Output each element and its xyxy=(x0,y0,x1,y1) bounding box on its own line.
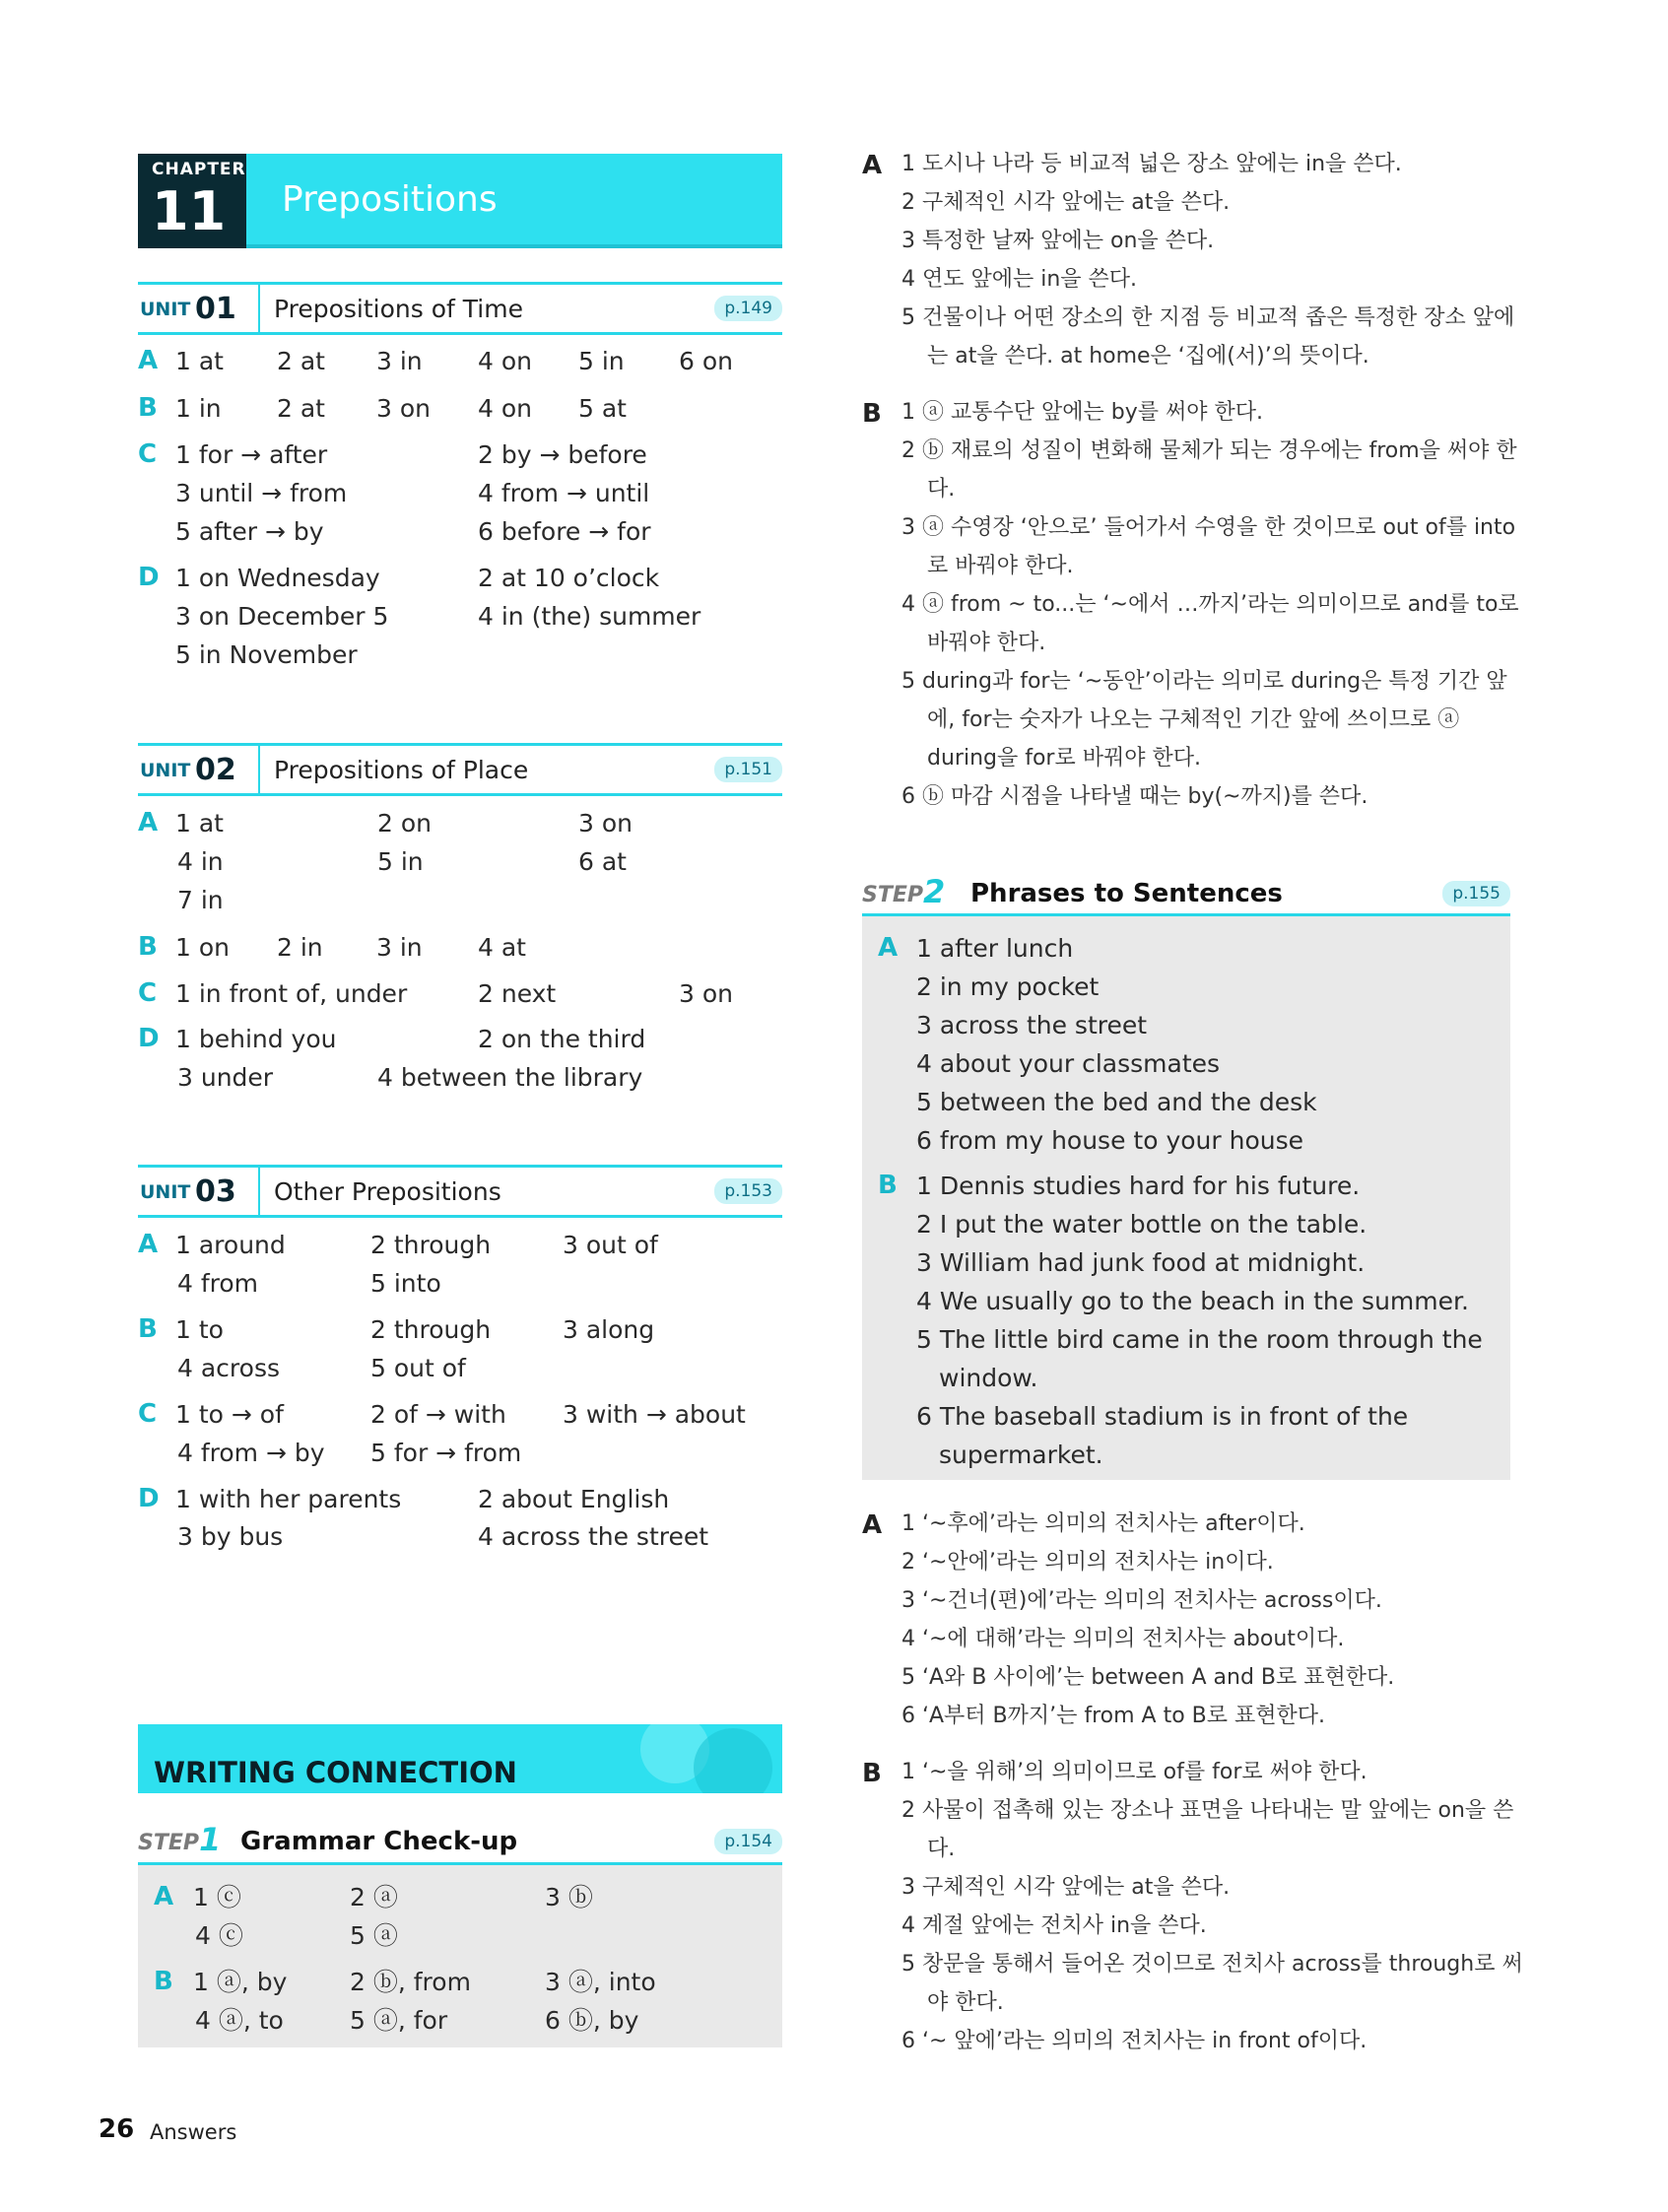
answer: 1 in front of, under xyxy=(175,979,408,1008)
chapter-number: 11 xyxy=(152,180,227,242)
answer: 5 into xyxy=(370,1269,441,1298)
answer: 3 William had junk food at midnight. xyxy=(916,1248,1366,1277)
answer: 1 behind you xyxy=(175,1025,337,1053)
explanation-line: 야 한다. xyxy=(927,1990,1004,2015)
answer: 2 at xyxy=(277,394,325,423)
section-label-a: A xyxy=(138,346,159,375)
answer: 4 We usually go to the beach in the summer. xyxy=(916,1287,1469,1315)
explanation-line: 5 ‘A와 B 사이에’는 between A and B로 표현한다. xyxy=(901,1665,1395,1690)
answer: 2 in xyxy=(277,933,323,962)
step-number: 2 xyxy=(923,873,946,910)
explanation-line: 로 바꿔야 한다. xyxy=(927,554,1074,578)
explanation-line: 2 사물이 접촉해 있는 장소나 표면을 나타내는 말 앞에는 on을 쓴 xyxy=(901,1798,1514,1823)
section-label-b: B xyxy=(862,1759,882,1788)
section-label-b: B xyxy=(154,1967,173,1996)
chapter-header xyxy=(138,154,782,248)
step1-header xyxy=(138,1821,782,1860)
answer: 2 by → before xyxy=(478,440,647,469)
step2-header xyxy=(862,873,1510,912)
answer: 5 after → by xyxy=(175,517,324,546)
answer: 1 ⓐ, by xyxy=(193,1968,288,1996)
answer: 1 to xyxy=(175,1315,224,1344)
explanation-line: 3 구체적인 시각 앞에는 at을 쓴다. xyxy=(901,1875,1231,1900)
answer: 5 The little bird came in the room through the xyxy=(916,1325,1483,1354)
unit-title: Prepositions of Place xyxy=(274,756,529,784)
section-label-a: A xyxy=(154,1882,174,1911)
explanation-line: 6 ⓑ 마감 시점을 나타낼 때는 by(~까지)를 쓴다. xyxy=(901,784,1368,809)
unit-02-header xyxy=(138,743,782,796)
unit-03-header xyxy=(138,1165,782,1218)
answer: 2 on the third xyxy=(478,1025,646,1053)
section-label-b: B xyxy=(138,393,158,423)
decorative-circle xyxy=(694,1728,772,1793)
answer: 3 ⓑ xyxy=(545,1883,593,1911)
answer: 2 through xyxy=(370,1315,492,1344)
answer: 1 with her parents xyxy=(175,1485,402,1513)
section-label-b: B xyxy=(138,1314,158,1344)
answer: 1 in xyxy=(175,394,222,423)
explanation-line: 6 ‘A부터 B까지’는 from A to B로 표현한다. xyxy=(901,1704,1326,1728)
answer: 5 ⓐ xyxy=(350,1921,398,1950)
explanation-line: 5 창문을 통해서 들어온 것이므로 전치사 across를 through로 써 xyxy=(901,1952,1523,1977)
answer: 4 on xyxy=(478,394,532,423)
explanation-line: 3 특정한 날짜 앞에는 on을 쓴다. xyxy=(901,229,1215,253)
answer: 4 across xyxy=(177,1354,280,1382)
answer: 4 from xyxy=(177,1269,259,1298)
answer: 5 in xyxy=(377,847,424,876)
answer: 3 in xyxy=(376,347,423,375)
answer: 5 for → from xyxy=(370,1439,522,1467)
explanation-line: 다. xyxy=(927,1837,956,1861)
unit-number: 01 xyxy=(195,292,236,326)
section-label-c: C xyxy=(138,1399,158,1429)
unit-title: Prepositions of Time xyxy=(274,295,523,323)
answer: 3 along xyxy=(563,1315,655,1344)
answer: 2 next xyxy=(478,979,557,1008)
answer: 1 for → after xyxy=(175,440,328,469)
answer: 6 from my house to your house xyxy=(916,1126,1304,1155)
section-label-a: A xyxy=(862,1510,883,1540)
answer: 3 on December 5 xyxy=(175,602,389,631)
answer: 3 under xyxy=(177,1063,274,1092)
section-label-d: D xyxy=(138,1024,160,1053)
explanation-line: 4 ⓐ from ~ to...는 ‘~에서 …까지’라는 의미이므로 and를 to로 xyxy=(901,592,1519,617)
answer: 1 ⓒ xyxy=(193,1883,241,1911)
answer: 4 from → until xyxy=(478,479,650,507)
explanation-line: 3 ⓐ 수영장 ‘안으로’ 들어가서 수영을 한 것이므로 out of를 into xyxy=(901,515,1516,540)
answer: 2 in my pocket xyxy=(916,972,1100,1001)
answer: 4 between the library xyxy=(377,1063,643,1092)
section-label-d: D xyxy=(138,563,160,592)
answer: 5 out of xyxy=(370,1354,466,1382)
answer: 5 in xyxy=(578,347,625,375)
divider xyxy=(258,285,260,332)
answer: 1 on Wednesday xyxy=(175,564,380,592)
answer: 4 ⓐ, to xyxy=(195,2006,284,2035)
answer: 6 at xyxy=(578,847,627,876)
unit-label: UNIT xyxy=(140,1181,191,1203)
answer: 4 in xyxy=(177,847,224,876)
explanation-line: 4 연도 앞에는 in을 쓴다. xyxy=(901,267,1138,292)
answer: 5 ⓐ, for xyxy=(350,2006,448,2035)
explanation-line: 5 during과 for는 ‘~동안’이라는 의미로 during은 특정 기간 앞 xyxy=(901,669,1507,694)
step-number: 1 xyxy=(199,1821,222,1858)
section-label-a: A xyxy=(138,1230,159,1259)
answer: 2 ⓐ xyxy=(350,1883,398,1911)
answer: window. xyxy=(939,1364,1038,1392)
explanation-line: 1 ‘~을 위해’의 의미이므로 of를 for로 써야 한다. xyxy=(901,1760,1368,1784)
writing-connection-banner xyxy=(138,1724,782,1793)
explanation-line: 2 구체적인 시각 앞에는 at을 쓴다. xyxy=(901,190,1231,215)
answer: 1 around xyxy=(175,1231,286,1259)
answer: 1 at xyxy=(175,809,224,838)
answer: 1 after lunch xyxy=(916,934,1074,963)
answer: 2 at xyxy=(277,347,325,375)
answer: 3 on xyxy=(376,394,431,423)
explanation-line: 5 건물이나 어떤 장소의 한 지점 등 비교적 좁은 특정한 장소 앞에 xyxy=(901,305,1515,330)
explanation-line: 4 ‘~에 대해’라는 의미의 전치사는 about이다. xyxy=(901,1627,1345,1651)
answer: 1 to → of xyxy=(175,1400,284,1429)
answer: 3 on xyxy=(578,809,633,838)
section-label-d: D xyxy=(138,1484,160,1513)
answer: 2 through xyxy=(370,1231,492,1259)
answer: 3 across the street xyxy=(916,1011,1148,1039)
explanation-line: 1 도시나 나라 등 비교적 넓은 장소 앞에는 in을 쓴다. xyxy=(901,152,1402,176)
unit-title: Other Prepositions xyxy=(274,1177,501,1206)
step-title: Phrases to Sentences xyxy=(970,879,1283,908)
explanation-line: 에, for는 숫자가 나오는 구체적인 기간 앞에 쓰이므로 ⓐ xyxy=(927,707,1460,732)
unit-01-header xyxy=(138,282,782,335)
writing-connection-title: WRITING CONNECTION xyxy=(154,1756,517,1789)
divider xyxy=(258,1168,260,1215)
page-ref-badge: p.151 xyxy=(714,757,782,782)
answer: 6 The baseball stadium is in front of the xyxy=(916,1402,1409,1431)
page-ref-badge: p.153 xyxy=(714,1178,782,1204)
section-label-b: B xyxy=(878,1171,898,1200)
explanation-line: 2 ⓑ 재료의 성질이 변화해 물체가 되는 경우에는 from을 써야 한 xyxy=(901,438,1517,463)
explanation-line: 6 ‘~ 앞에’라는 의미의 전치사는 in front of이다. xyxy=(901,2029,1368,2053)
chapter-title: Prepositions xyxy=(282,179,498,220)
section-label-c: C xyxy=(138,439,158,469)
answer: 2 of → with xyxy=(370,1400,506,1429)
answer: 2 I put the water bottle on the table. xyxy=(916,1210,1368,1239)
unit-number: 03 xyxy=(195,1174,236,1209)
section-label-a: A xyxy=(862,151,883,180)
answer: 4 in (the) summer xyxy=(478,602,701,631)
answer: 5 at xyxy=(578,394,627,423)
page-ref-badge: p.154 xyxy=(714,1829,782,1854)
unit-number: 02 xyxy=(195,753,236,787)
answer: 1 Dennis studies hard for his future. xyxy=(916,1172,1361,1200)
page-ref-badge: p.149 xyxy=(714,296,782,321)
explanation-line: 1 ⓐ 교통수단 앞에는 by를 써야 한다. xyxy=(901,400,1263,425)
answer: 4 about your classmates xyxy=(916,1049,1221,1078)
answer: 3 in xyxy=(376,933,423,962)
explanation-line: 바꿔야 한다. xyxy=(927,631,1046,655)
answer: 2 at 10 o’clock xyxy=(478,564,660,592)
unit-label: UNIT xyxy=(140,299,191,320)
answer: 3 by bus xyxy=(177,1522,284,1551)
answer: 1 at xyxy=(175,347,224,375)
page-number: 26 xyxy=(99,2114,135,2144)
answer: 5 between the bed and the desk xyxy=(916,1088,1317,1116)
answer: 4 on xyxy=(478,347,532,375)
answer: 3 on xyxy=(679,979,733,1008)
answer: 4 from → by xyxy=(177,1439,325,1467)
explanation-line: 다. xyxy=(927,477,956,502)
section-label-a: A xyxy=(138,808,159,838)
answer: 6 before → for xyxy=(478,517,651,546)
page-ref-badge: p.155 xyxy=(1442,881,1510,906)
answer: 2 about English xyxy=(478,1485,670,1513)
answer: supermarket. xyxy=(939,1441,1103,1469)
section-label-b: B xyxy=(862,399,882,429)
footer-label: Answers xyxy=(150,2120,237,2144)
answer: 6 on xyxy=(679,347,733,375)
answer: 3 ⓐ, into xyxy=(545,1968,656,1996)
step-title: Grammar Check-up xyxy=(240,1827,518,1856)
explanation-line: 4 계절 앞에는 전치사 in을 쓴다. xyxy=(901,1913,1207,1938)
section-label-b: B xyxy=(138,932,158,962)
answer: 1 on xyxy=(175,933,230,962)
chapter-label: CHAPTER xyxy=(152,160,246,179)
section-label-c: C xyxy=(138,978,158,1008)
answer: 4 at xyxy=(478,933,526,962)
answer: 3 out of xyxy=(563,1231,658,1259)
answer: 6 ⓑ, by xyxy=(545,2006,639,2035)
explanation-line: 는 at을 쓴다. at home은 ‘집에(서)’의 뜻이다. xyxy=(927,344,1369,369)
explanation-line: 1 ‘~후에’라는 의미의 전치사는 after이다. xyxy=(901,1511,1305,1536)
answer: 2 ⓑ, from xyxy=(350,1968,471,1996)
explanation-line: during을 for로 바꿔야 한다. xyxy=(927,746,1201,771)
answer: 5 in November xyxy=(175,640,358,669)
answer: 2 on xyxy=(377,809,432,838)
step-label: STEP xyxy=(138,1831,200,1855)
section-label-a: A xyxy=(878,933,899,963)
answer: 3 with → about xyxy=(563,1400,746,1429)
answer: 4 across the street xyxy=(478,1522,709,1551)
step-label: STEP xyxy=(862,883,924,907)
divider xyxy=(258,746,260,793)
answer: 4 ⓒ xyxy=(195,1921,243,1950)
answer: 3 until → from xyxy=(175,479,348,507)
explanation-line: 2 ‘~안에’라는 의미의 전치사는 in이다. xyxy=(901,1550,1274,1575)
answer: 7 in xyxy=(177,886,224,914)
explanation-line: 3 ‘~건너(편)에’라는 의미의 전치사는 across이다. xyxy=(901,1588,1382,1613)
unit-label: UNIT xyxy=(140,760,191,781)
